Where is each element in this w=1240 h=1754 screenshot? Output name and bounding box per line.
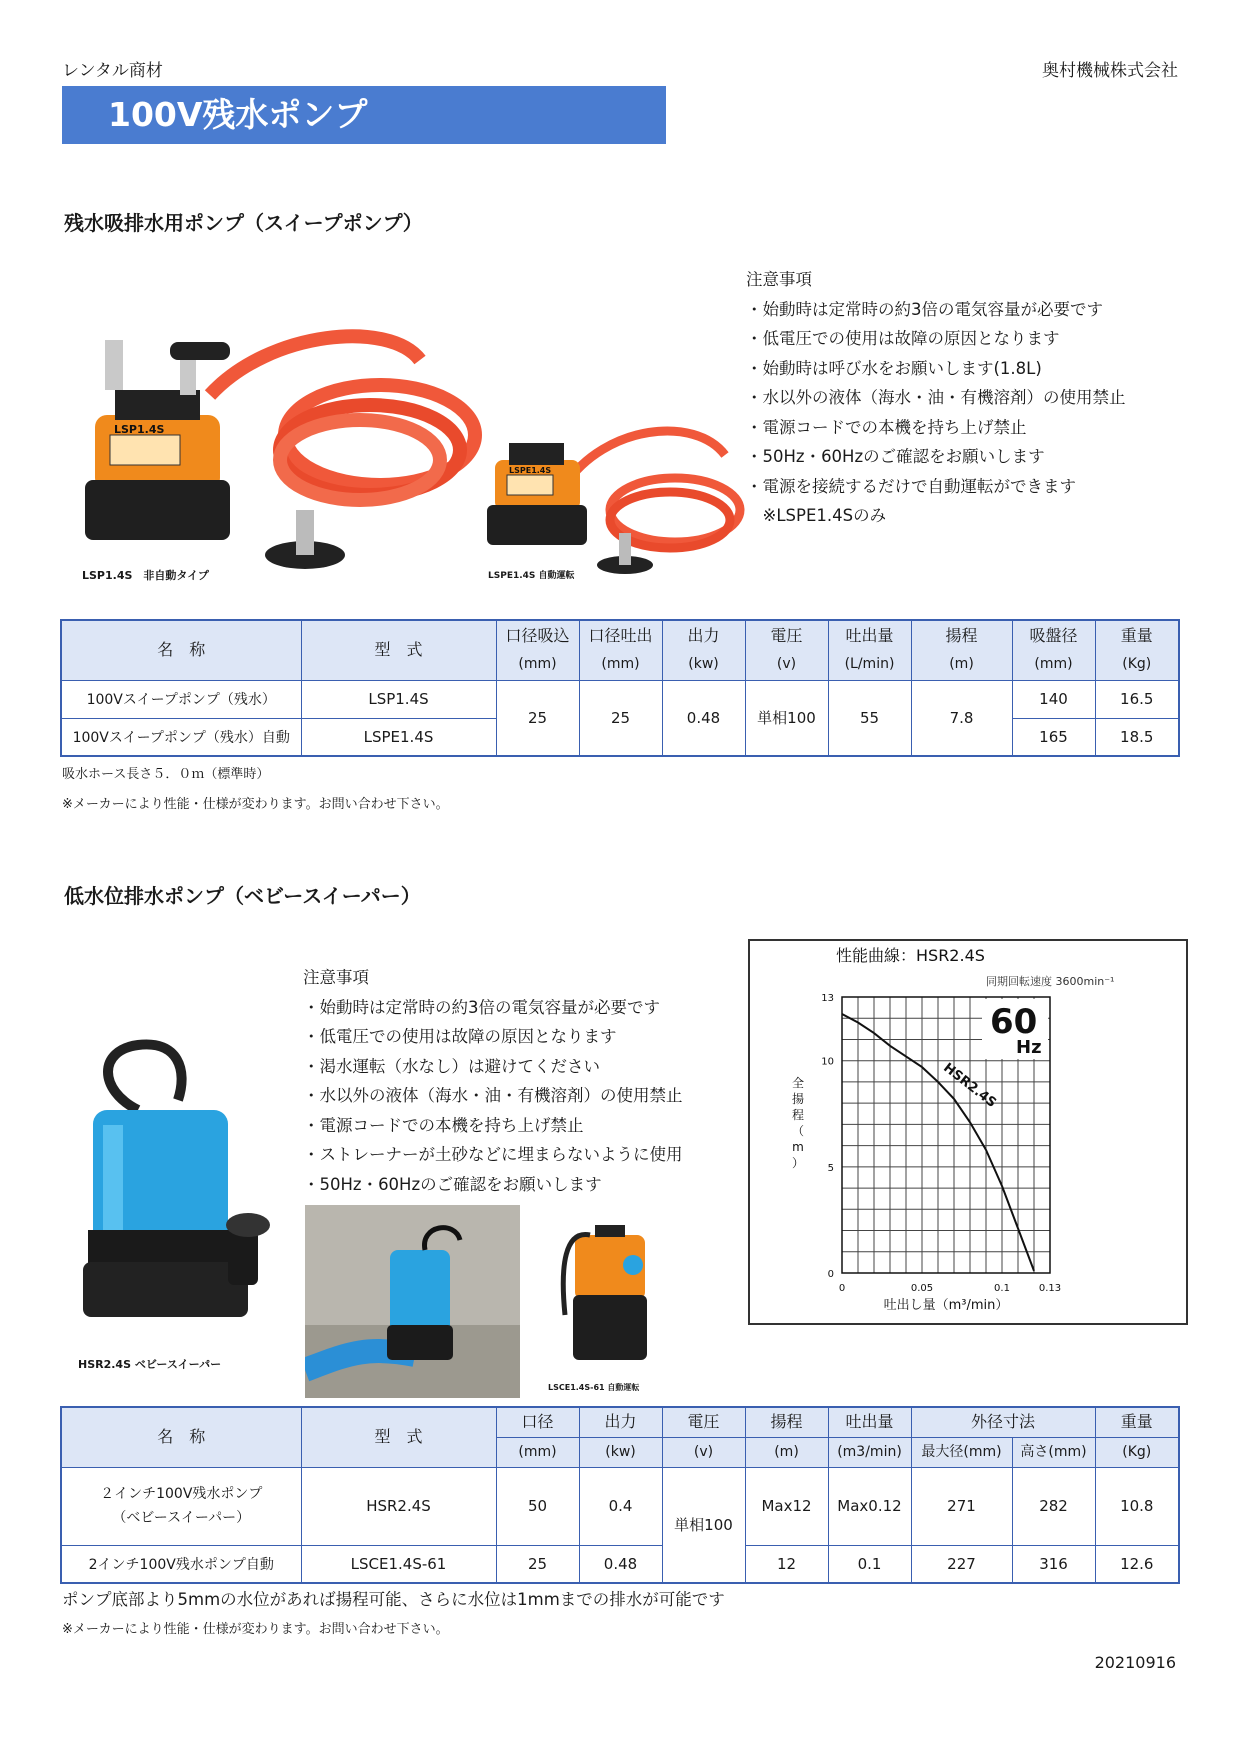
note-item: ・低電圧での使用は故障の原因となります [303,1027,617,1046]
row-base: 140 [1012,680,1095,718]
row-height: 282 [1012,1467,1095,1545]
y-tick-label: 13 [821,993,834,1004]
hose-length-note: 吸水ホース長さ５．０ｍ（標準時） [62,767,270,782]
note-item: ・水以外の液体（海水・油・有機溶剤）の使用禁止 [746,388,1126,407]
col-voltage: 電圧 (v) [745,620,828,680]
note-item: ・電源コードでの本機を持ち上げ禁止 [303,1115,584,1135]
row-power: 0.48 [579,1545,662,1583]
section1-title: 残水吸排水用ポンプ（スイープポンプ） [64,211,423,235]
col-flow: 吐出量 (L/min) [828,620,911,680]
lsp-photo-caption: LSP1.4S 非自動タイプ [82,569,209,582]
row-inlet: 25 [496,680,579,756]
performance-chart-svg [750,941,1186,1323]
row-maxdia: 271 [911,1467,1012,1545]
row-head: 7.8 [911,680,1012,756]
company-name: 奥村機械株式会社 [1042,61,1178,81]
row-head: 12 [745,1545,828,1583]
col-dims: 外径寸法 [911,1407,1095,1437]
col-head: 揚程 [745,1407,828,1437]
col-outlet: 口径吐出 (mm) [579,620,662,680]
chart-subtitle: 同期回転速度 3600min⁻¹ [986,975,1115,988]
lsp-pump-photo [60,310,490,580]
water-level-note: ポンプ底部より5mmの水位があれば揚程可能、さらに水位は1mmまでの排水が可能です [62,1590,725,1609]
note-item: ・ストレーナーが土砂などに埋まらないように使用 [303,1145,683,1164]
row-weight: 18.5 [1095,718,1179,756]
row-model: LSPE1.4S [301,718,496,756]
col-base: 吸盤径 (mm) [1012,620,1095,680]
sweep-pump-spec-table [60,619,1180,757]
col-flow: 吐出量 [828,1407,911,1437]
notes-title: 注意事項 [746,270,812,289]
y-axis-label-char: ） [791,1156,805,1170]
row-bore: 25 [496,1545,579,1583]
y-axis-label-char: 揚 [791,1092,805,1106]
y-axis-label-char: 程 [791,1108,805,1122]
row-name: ２インチ100V残水ポンプ （ベビースイーパー） [61,1467,301,1545]
row-power: 0.48 [662,680,745,756]
table-row [61,680,1179,718]
col-power: 出力 (kw) [662,620,745,680]
unit-power: (kw) [579,1437,662,1467]
x-tick-label: 0.05 [910,1283,934,1294]
row-model: HSR2.4S [301,1467,496,1545]
section1-notes [746,265,1126,531]
unit-weight: (Kg) [1095,1437,1179,1467]
row-flow: Max0.12 [828,1467,911,1545]
col-model: 型 式 [301,620,496,680]
row-name: 2インチ100V残水ポンプ自動 [61,1545,301,1583]
lsp-nameplate: LSP1.4S [114,423,165,436]
section2-notes [303,963,683,1199]
row-flow: 0.1 [828,1545,911,1583]
y-tick-label: 5 [827,1162,834,1174]
row-maxdia: 227 [911,1545,1012,1583]
row-height: 316 [1012,1545,1095,1583]
y-axis-label-char: m [792,1140,804,1154]
row-power: 0.4 [579,1467,662,1545]
lsce-photo-caption: LSCE1.4S-61 自動運転 [548,1383,640,1392]
note-item: ・50Hz・60Hzのご確認をお願いします [303,1174,602,1194]
note-item: ・始動時は定常時の約3倍の電気容量が必要です [303,997,660,1017]
document-date: 20210916 [1094,1653,1176,1672]
hsr-photo-caption: HSR2.4S ベビースイーパー [78,1358,222,1371]
x-tick-label: 0.13 [1038,1283,1062,1294]
row-name: 100Vスイープポンプ（残水）自動 [61,718,301,756]
hsr-pump-photo [58,1030,298,1360]
col-name: 名 称 [61,1407,301,1467]
lsce-pump-photo [545,1205,665,1385]
col-weight: 重量 [1095,1407,1179,1437]
y-axis-label-char: 全 [791,1076,805,1090]
col-power: 出力 [579,1407,662,1437]
series-label: HSR2.4S [940,1060,999,1111]
baby-sweeper-spec-table [60,1406,1180,1584]
x-tick-label: 0.1 [994,1283,1010,1294]
lspe-nameplate: LSPE1.4S [509,466,552,475]
row-name: 100Vスイープポンプ（残水） [61,680,301,718]
col-height: 高さ(mm) [1012,1437,1095,1467]
col-bore: 口径 [496,1407,579,1437]
row-weight: 16.5 [1095,680,1179,718]
category-label: レンタル商材 [62,61,163,81]
note-item: ・低電圧での使用は故障の原因となります [746,329,1060,348]
col-inlet: 口径吸込 (mm) [496,620,579,680]
unit-voltage: (v) [662,1437,745,1467]
maker-note: ※メーカーにより性能・仕様が変わります。お問い合わせ下さい。 [62,1622,449,1637]
y-tick-label: 0 [827,1269,834,1280]
x-axis-label: 吐出し量（m³/min） [883,1298,1009,1313]
lspe-pump-photo [475,415,755,580]
row-weight: 10.8 [1095,1467,1179,1545]
note-item: ※LSPE1.4Sのみ [746,506,887,525]
note-item: ・50Hz・60Hzのご確認をお願いします [746,447,1045,466]
row-outlet: 25 [579,680,662,756]
hz-badge-unit: Hz [1016,1037,1042,1058]
unit-flow: (m3/min) [828,1437,911,1467]
section2-title: 低水位排水ポンプ（ベビースイーパー） [64,884,421,908]
note-item: ・電源コードでの本機を持ち上げ禁止 [746,417,1027,437]
y-axis-label [792,1075,804,1170]
col-head: 揚程 (m) [911,620,1012,680]
row-model: LSCE1.4S-61 [301,1545,496,1583]
hsr-in-use-photo [305,1205,520,1398]
table-row [61,1545,1179,1583]
unit-bore: (mm) [496,1437,579,1467]
lspe-photo-caption: LSPE1.4S 自動運転 [488,571,575,581]
row-base: 165 [1012,718,1095,756]
note-item: ・電源を接続するだけで自動運転ができます [746,476,1076,496]
col-maxdia: 最大径(mm) [911,1437,1012,1467]
note-item: ・始動時は呼び水をお願いします(1.8L) [746,358,1042,378]
hz-badge-value: 60 [990,1002,1038,1042]
y-axis-label-char: （ [791,1124,805,1138]
note-item: ・始動時は定常時の約3倍の電気容量が必要です [746,299,1103,319]
note-item: ・水以外の液体（海水・油・有機溶剤）の使用禁止 [303,1086,683,1105]
row-voltage: 単相100 [662,1467,745,1583]
row-voltage: 単相100 [745,680,828,756]
col-voltage: 電圧 [662,1407,745,1437]
col-weight: 重量 (Kg) [1095,620,1179,680]
performance-chart [748,939,1188,1325]
row-head: Max12 [745,1467,828,1545]
row-flow: 55 [828,680,911,756]
table-row [61,1467,1179,1545]
note-item: ・渇水運転（水なし）は避けてください [303,1056,600,1076]
unit-head: (m) [745,1437,828,1467]
page-title: 100V残水ポンプ [62,86,666,144]
row-weight: 12.6 [1095,1545,1179,1583]
maker-note: ※メーカーにより性能・仕様が変わります。お問い合わせ下さい。 [62,797,449,812]
x-tick-label: 0 [838,1283,846,1294]
chart-title: 性能曲線：HSR2.4S [836,946,985,965]
row-model: LSP1.4S [301,680,496,718]
col-name: 名 称 [61,620,301,680]
notes-title: 注意事項 [303,968,369,987]
y-tick-label: 10 [821,1056,834,1068]
col-model: 型 式 [301,1407,496,1467]
row-bore: 50 [496,1467,579,1545]
